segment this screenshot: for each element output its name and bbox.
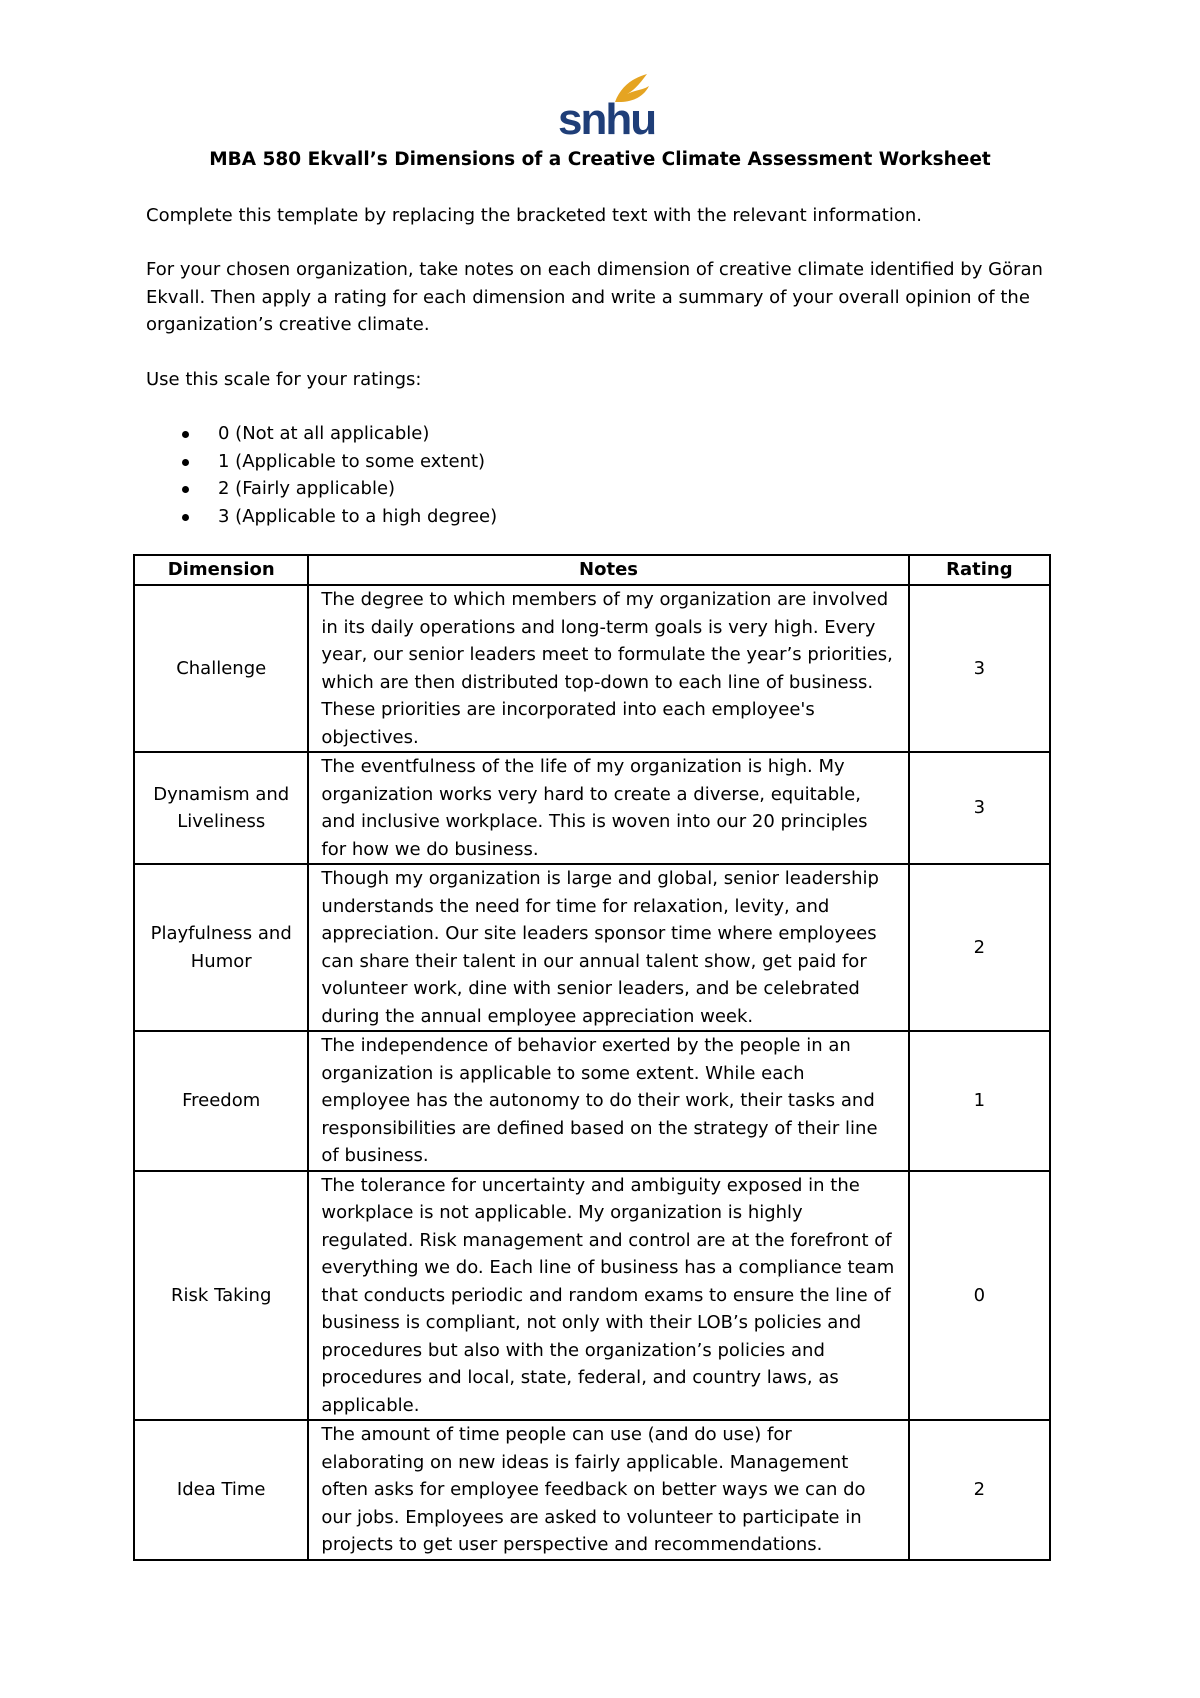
description-text: For your chosen organization, take notes on each dimension of creative climate identified by Göran Ekvall. Then apply a rating for each dimension and write a summary of your overall opinion of the organization’s creative climate. <box>146 259 1043 336</box>
notes-cell: The tolerance for uncertainty and ambiguity exposed in the workplace is not applicable. My organization is highly regulated. Risk management and control are at the forefront of everything we do. Each line of business has a compliance team that conducts periodic and random exams to ensure the line of business is compliant, not only with their LOB’s policies and procedures but also with the organization’s policies and procedures and local, state, federal, and country laws, as applicable. <box>308 1171 908 1421</box>
dimension-cell: Playfulness and Humor <box>134 864 308 1031</box>
snhu-logo-graphic <box>555 72 655 140</box>
climate-assessment-table <box>133 554 1051 1561</box>
scale-item-label: 0 (Not at all applicable) <box>218 423 430 444</box>
dimension-cell: Idea Time <box>134 1420 308 1560</box>
instruction-text: Complete this template by replacing the bracketed text with the relevant information. <box>146 205 923 226</box>
header-rating: Rating <box>909 555 1050 585</box>
bullet-icon <box>182 459 189 466</box>
snhu-logo <box>555 72 655 140</box>
scale-item-label: 1 (Applicable to some extent) <box>218 450 486 472</box>
dimension-cell: Challenge <box>134 585 308 752</box>
table-row <box>134 1171 1050 1421</box>
rating-cell: 2 <box>909 1420 1050 1560</box>
bullet-icon <box>182 431 189 438</box>
logo-wordmark: snhu <box>558 95 655 140</box>
notes-cell: The eventfulness of the life of my organization is high. My organization works very hard to create a diverse, equitable, and inclusive workplace. This is woven into our 20 principles for how we do business. <box>308 752 908 864</box>
table-row <box>134 585 1050 752</box>
rating-cell: 0 <box>909 1171 1050 1421</box>
table-row <box>134 752 1050 864</box>
scale-item-label: 2 (Fairly applicable) <box>218 478 396 500</box>
table-row <box>134 864 1050 1031</box>
table-row <box>134 1031 1050 1171</box>
list-item <box>146 475 497 503</box>
table-row <box>134 1420 1050 1560</box>
list-item <box>146 448 497 476</box>
notes-cell: The independence of behavior exerted by the people in an organization is applicable to some extent. While each employee has the autonomy to do their work, their tasks and responsibilities are defined based on the strategy of their line of business. <box>308 1031 908 1171</box>
page-title: MBA 580 Ekvall’s Dimensions of a Creative Climate Assessment Worksheet <box>209 149 991 170</box>
list-item <box>146 503 497 531</box>
notes-cell: The amount of time people can use (and do use) for elaborating on new ideas is fairly applicable. Management often asks for employee feedback on better ways we can do our jobs. Employees are asked to volunteer to participate in projects to get user perspective and recommendations. <box>308 1420 908 1560</box>
bullet-icon <box>182 486 189 493</box>
rating-scale-list <box>146 420 497 530</box>
table-header-row <box>134 555 1050 585</box>
rating-cell: 2 <box>909 864 1050 1031</box>
notes-cell: Though my organization is large and global, senior leadership understands the need for time for relaxation, levity, and appreciation. Our site leaders sponsor time where employees can share their talent in our annual talent show, get paid for volunteer work, dine with senior leaders, and be celebrated during the annual employee appreciation week. <box>308 864 908 1031</box>
dimension-cell: Freedom <box>134 1031 308 1171</box>
header-dimension: Dimension <box>134 555 308 585</box>
rating-cell: 3 <box>909 752 1050 864</box>
dimension-cell: Dynamism and Liveliness <box>134 752 308 864</box>
header-notes: Notes <box>308 555 908 585</box>
rating-cell: 1 <box>909 1031 1050 1171</box>
scale-item-label: 3 (Applicable to a high degree) <box>218 505 498 527</box>
dimension-cell: Risk Taking <box>134 1171 308 1421</box>
rating-cell: 3 <box>909 585 1050 752</box>
scale-intro-text: Use this scale for your ratings: <box>146 369 422 390</box>
notes-cell: The degree to which members of my organization are involved in its daily operations and long-term goals is very high. Every year, our senior leaders meet to formulate the year’s priorities, which are then distributed top-down to each line of business. These priorities are incorporated into each employee's objectives. <box>308 585 908 752</box>
bullet-icon <box>182 514 189 521</box>
list-item <box>146 420 497 448</box>
